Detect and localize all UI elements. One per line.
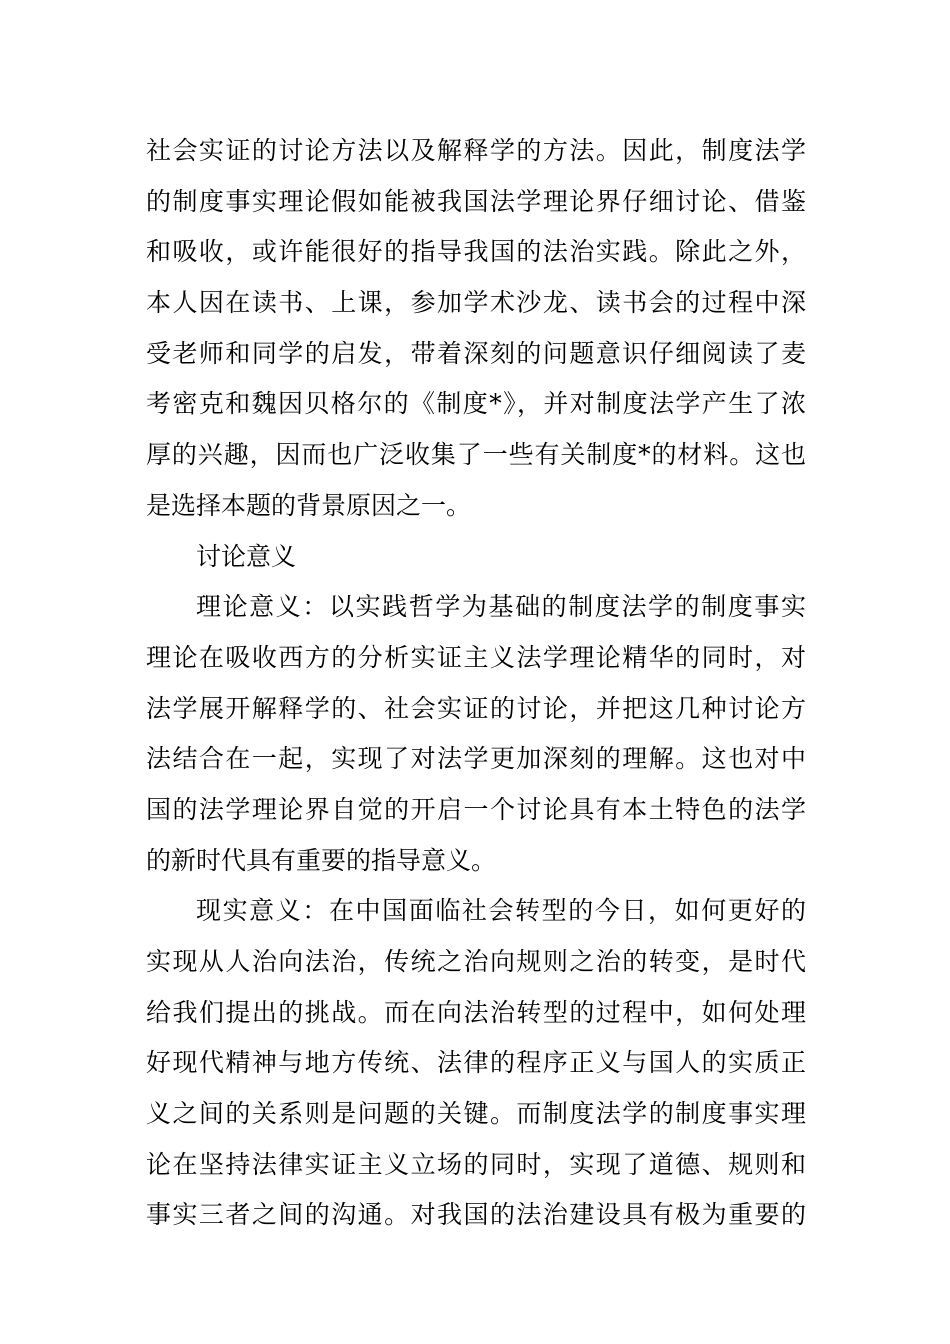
text-line: 受老师和同学的启发，带着深刻的问题意识仔细阅读了麦 [146,338,806,368]
text-line: 理论在吸收西方的分析实证主义法学理论精华的同时，对 [146,642,806,672]
text-line: 的新时代具有重要的指导意义。 [146,845,497,875]
text-line: 实现从人治向法治，传统之治向规则之治的转变，是时代 [146,947,806,976]
text-line: 本人因在读书、上课，参加学术沙龙、读书会的过程中深 [146,288,806,318]
text-line: 的制度事实理论假如能被我国法学理论界仔细讨论、借鉴 [146,186,806,216]
text-line: 和吸收，或许能很好的指导我国的法治实践。除此之外， [146,237,806,267]
section-heading: 讨论意义 [196,541,297,571]
text-line: 论在坚持法律实证主义立场的同时，实现了道德、规则和 [146,1149,806,1179]
text-line: 好现代精神与地方传统、法律的程序正义与国人的实质正 [146,1048,806,1078]
text-line: 国的法学理论界自觉的开启一个讨论具有本土特色的法学 [146,794,806,824]
text-line: 给我们提出的挑战。而在向法治转型的过程中，如何处理 [146,997,806,1027]
text-line: 义之间的关系则是问题的关键。而制度法学的制度事实理 [146,1099,806,1129]
text-line: 厚的兴趣，因而也广泛收集了一些有关制度*的材料。这也 [146,440,806,470]
text-line: 法学展开解释学的、社会实证的讨论，并把这几种讨论方 [146,693,806,723]
text-line: 现实意义：在中国面临社会转型的今日，如何更好的 [196,896,806,926]
text-line: 考密克和魏因贝格尔的《制度*》，并对制度法学产生了浓 [146,389,806,419]
text-line: 法结合在一起，实现了对法学更加深刻的理解。这也对中 [146,744,806,774]
text-line: 事实三者之间的沟通。对我国的法治建设具有极为重要的 [146,1200,806,1230]
text-line: 社会实证的讨论方法以及解释学的方法。因此，制度法学 [146,136,806,165]
body-text [146,126,806,1241]
text-line: 理论意义：以实践哲学为基础的制度法学的制度事实 [196,592,806,622]
text-line: 是选择本题的背景原因之一。 [146,490,472,520]
